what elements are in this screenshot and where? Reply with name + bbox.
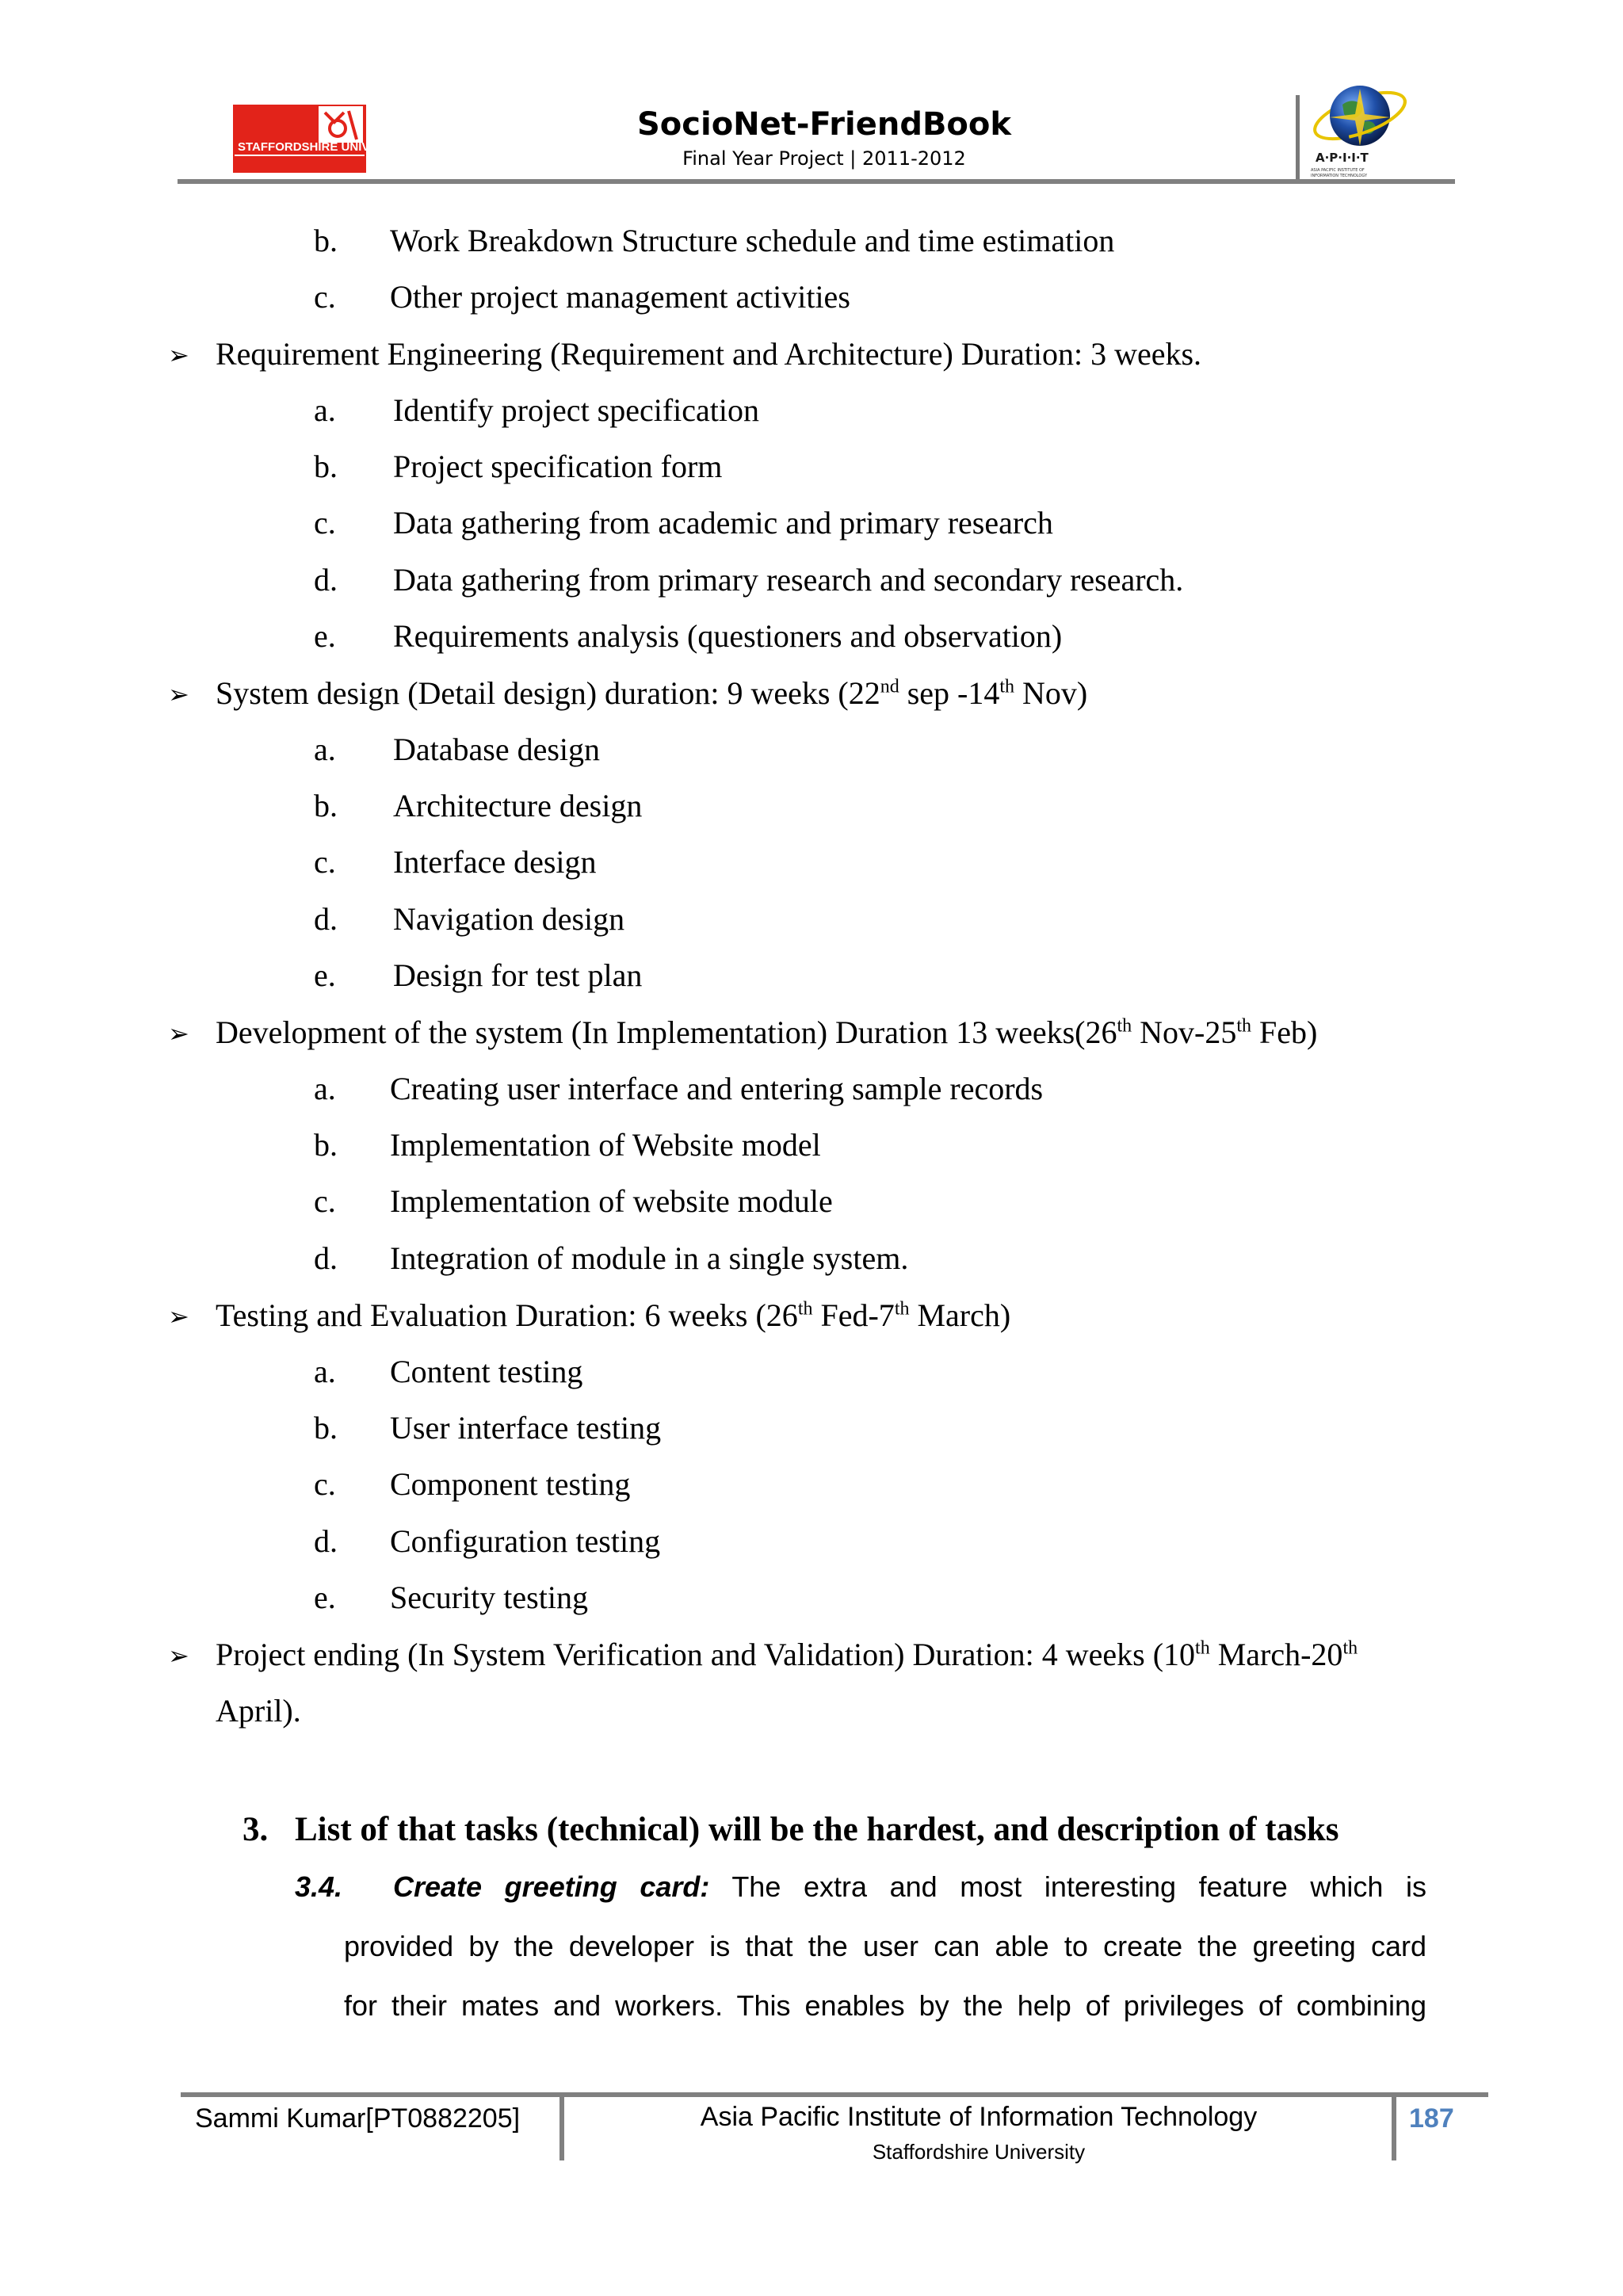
header-rule (178, 179, 1455, 184)
list-item-letter: c. (314, 505, 336, 541)
list-item-letter: d. (314, 901, 338, 937)
list-item: Integration of module in a single system. (390, 1240, 909, 1276)
arrow-bullet-icon: ➢ (168, 1302, 189, 1331)
subsection-title: Create greeting card: (393, 1870, 710, 1903)
phase-title: Testing and Evaluation Duration: 6 weeks (26th Fed-7th March) (216, 1297, 1011, 1333)
subsection-first-line (295, 1870, 1426, 1904)
list-item-letter: b. (314, 449, 338, 484)
footer-rule (181, 2092, 1488, 2097)
svg-text:A·P·I·I·T: A·P·I·I·T (1316, 151, 1369, 165)
section-title: List of that tasks (technical) will be the hardest, and description of tasks (295, 1811, 1339, 1848)
footer-author: Sammi Kumar[PT0882205] (195, 2103, 521, 2134)
svg-text:INFORMATION TECHNOLOGY: INFORMATION TECHNOLOGY (1311, 174, 1368, 178)
arrow-bullet-icon: ➢ (168, 680, 189, 709)
list-item: User interface testing (390, 1410, 662, 1446)
svg-text:STAFFORDSHIRE UNIVERSITY: STAFFORDSHIRE UNIVERSITY (238, 140, 413, 154)
list-item: Requirements analysis (questioners and observation) (393, 618, 1063, 654)
footer-institute: Asia Pacific Institute of Information Technology (700, 2102, 1258, 2132)
list-item: Data gathering from academic and primary research (393, 505, 1053, 541)
phase-title: Development of the system (In Implementation) Duration 13 weeks(26th Nov-25th Feb) (216, 1014, 1318, 1050)
list-item-letter: c. (314, 1183, 336, 1219)
list-item: Interface design (393, 844, 597, 880)
list-item-letter: b. (314, 223, 338, 258)
arrow-bullet-icon: ➢ (168, 341, 189, 369)
header-divider (1296, 95, 1300, 181)
phase-title: Requirement Engineering (Requirement and Architecture) Duration: 3 weeks. (216, 336, 1202, 372)
list-item: Security testing (390, 1580, 588, 1615)
paragraph-line: The extra and most interesting feature which is (709, 1870, 1426, 1903)
phase-title: Project ending (In System Verification and Validation) Duration: 4 weeks (10th March-20th (216, 1637, 1358, 1672)
section-heading (242, 1810, 1339, 1849)
list-item-letter: d. (314, 1240, 338, 1276)
list-item: Creating user interface and entering sample records (390, 1071, 1044, 1106)
list-item: Other project management activities (390, 279, 850, 315)
arrow-bullet-icon: ➢ (168, 1641, 189, 1670)
list-item-letter: b. (314, 1410, 338, 1446)
list-item: Navigation design (393, 901, 625, 937)
list-item-letter: e. (314, 618, 336, 654)
section-number: 3. (242, 1811, 269, 1848)
list-item: Project specification form (393, 449, 723, 484)
list-item: Implementation of Website model (390, 1127, 821, 1163)
list-item: Implementation of website module (390, 1183, 833, 1219)
list-item-letter: a. (314, 392, 336, 428)
footer-divider (559, 2095, 564, 2160)
footer-divider (1392, 2095, 1396, 2160)
list-item: Data gathering from primary research and secondary research. (393, 562, 1184, 598)
list-item: Identify project specification (393, 392, 760, 428)
list-item-letter: b. (314, 1127, 338, 1163)
paragraph-line: for their mates and workers. This enables by the help of privileges of combining (344, 1989, 1426, 2022)
paragraph-line: provided by the developer is that the user can able to create the greeting card (344, 1930, 1426, 1962)
list-item: Database design (393, 732, 601, 767)
document-title: SocioNet-FriendBook (636, 106, 1011, 143)
list-item-letter: a. (314, 732, 336, 767)
list-item-letter: c. (314, 279, 336, 315)
list-item-letter: e. (314, 957, 336, 993)
footer-university: Staffordshire University (872, 2140, 1086, 2164)
list-item: Content testing (390, 1354, 583, 1389)
arrow-bullet-icon: ➢ (168, 1019, 189, 1048)
document-subtitle: Final Year Project | 2011-2012 (682, 147, 966, 170)
subsection-number: 3.4. (295, 1870, 343, 1903)
list-item: Architecture design (393, 788, 643, 823)
svg-text:ASIA PACIFIC INSTITUTE OF: ASIA PACIFIC INSTITUTE OF (1311, 168, 1365, 173)
list-item-letter: a. (314, 1071, 336, 1106)
list-item-letter: c. (314, 844, 336, 880)
list-item: Design for test plan (393, 957, 643, 993)
list-item-letter: e. (314, 1580, 336, 1615)
list-item-letter: a. (314, 1354, 336, 1389)
page-number: 187 (1409, 2103, 1454, 2134)
list-item: Work Breakdown Structure schedule and time estimation (390, 223, 1115, 258)
list-item-letter: d. (314, 1523, 338, 1559)
list-item-letter: b. (314, 788, 338, 823)
list-item-letter: c. (314, 1466, 336, 1502)
list-item: Configuration testing (390, 1523, 661, 1559)
list-item: Component testing (390, 1466, 631, 1502)
phase-title: System design (Detail design) duration: 9 weeks (22nd sep -14th Nov) (216, 675, 1088, 711)
phase-title-continuation: April). (216, 1693, 301, 1729)
list-item-letter: d. (314, 562, 338, 598)
